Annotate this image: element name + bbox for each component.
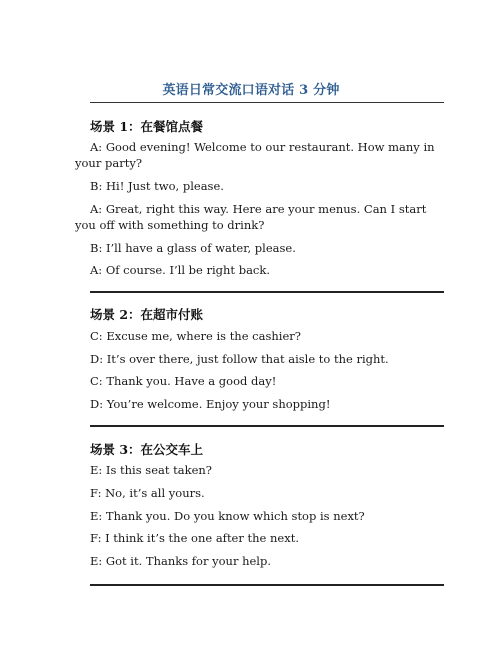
scene-1-line-1-cont: your party? [75, 156, 142, 170]
scene-2-divider [90, 425, 444, 427]
scene-2-line-4: D: You’re welcome. Enjoy your shopping! [90, 397, 331, 411]
scene-3-line-5: E: Got it. Thanks for your help. [90, 554, 272, 568]
scene-3-line-2: F: No, it’s all yours. [90, 486, 205, 500]
document-title: 英语日常交流口语对话 3 分钟 [162, 83, 340, 98]
scene-1-line-3-cont: you off with something to drink? [75, 218, 265, 232]
scene-1-line-2: B: Hi! Just two, please. [90, 179, 224, 193]
scene-3-line-1: E: Is this seat taken? [90, 463, 212, 477]
scene-3-heading: 场景 3：在公交车上 [90, 442, 204, 457]
title-divider [90, 102, 444, 103]
scene-1-divider [90, 291, 444, 293]
scene-3-line-3: E: Thank you. Do you know which stop is next? [90, 509, 365, 523]
scene-1-line-3: A: Great, right this way. Here are your menus. Can I start [90, 202, 427, 216]
scene-3-divider [90, 584, 444, 586]
scene-2-line-2: D: It’s over there, just follow that aisle to the right. [90, 352, 389, 366]
scene-2-line-3: C: Thank you. Have a good day! [90, 374, 277, 388]
scene-1-line-4: B: I’ll have a glass of water, please. [90, 241, 296, 255]
scene-1-heading: 场景 1：在餐馆点餐 [90, 119, 204, 134]
scene-2-line-1: C: Excuse me, where is the cashier? [90, 329, 301, 343]
scene-3-line-4: F: I think it’s the one after the next. [90, 531, 299, 545]
scene-1-line-1: A: Good evening! Welcome to our restaurant. How many in [90, 140, 435, 154]
scene-2-heading: 场景 2：在超市付账 [90, 307, 204, 322]
scene-1-line-5: A: Of course. I’ll be right back. [90, 263, 270, 277]
